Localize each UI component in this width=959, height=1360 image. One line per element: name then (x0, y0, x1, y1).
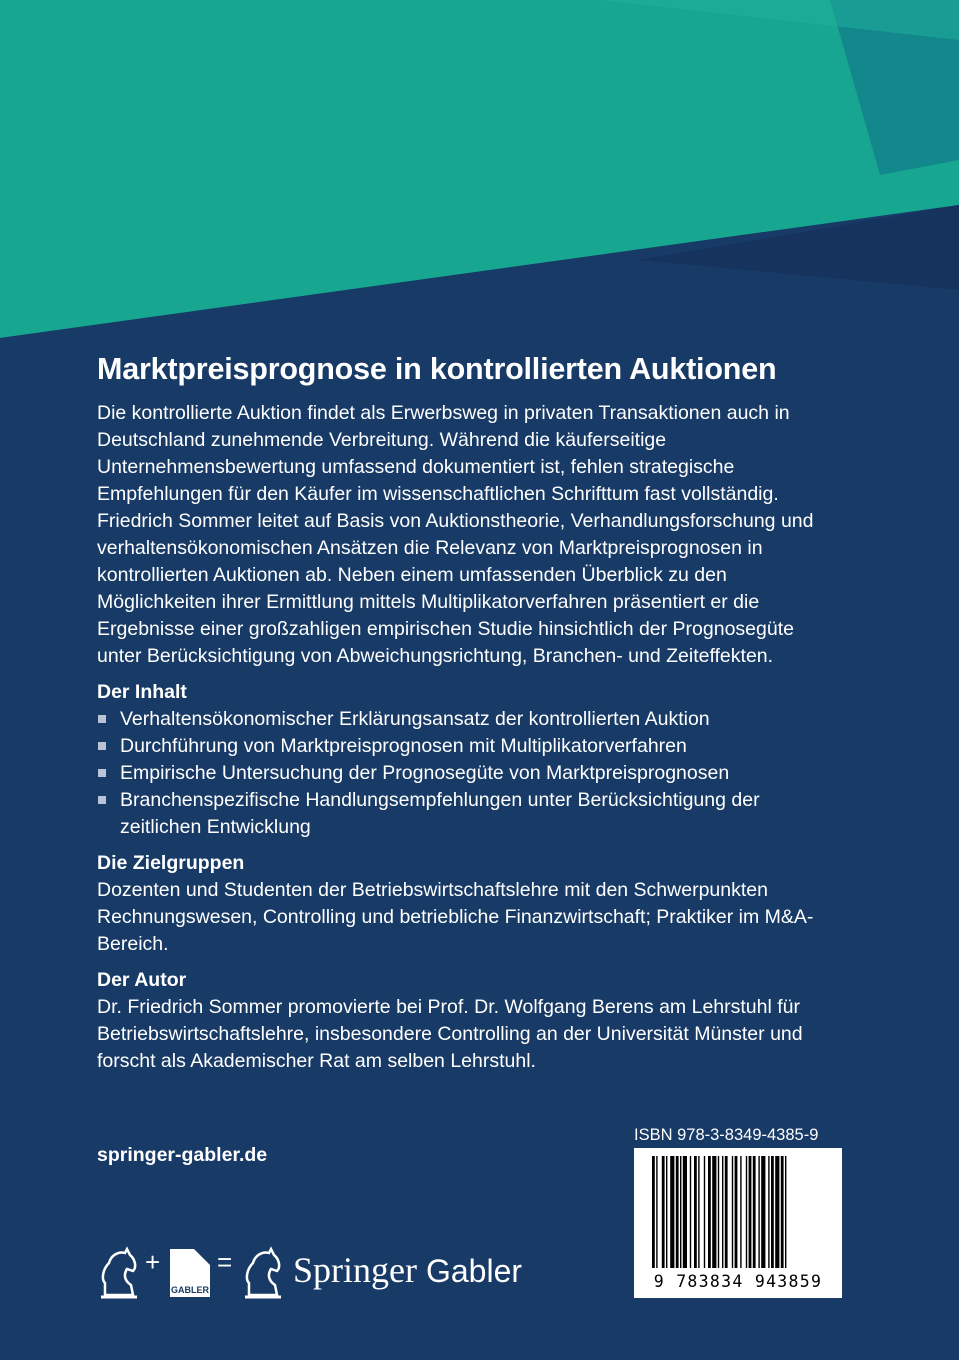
zielgruppen-heading: Die Zielgruppen (97, 852, 245, 874)
barcode-bar (775, 1156, 779, 1268)
barcode-bar (725, 1156, 728, 1268)
barcode-bar (761, 1156, 765, 1268)
barcode-bar (781, 1156, 784, 1268)
barcode-bar (735, 1156, 738, 1268)
book-title: Marktpreisprognose in kontrollierten Auktionen (97, 352, 777, 386)
barcode-bar (652, 1156, 655, 1268)
equals-sign: = (217, 1247, 233, 1277)
zielgruppen-text: Dozenten und Studenten der Betriebswirtschaftslehre mit den Schwerpunkten Rechnungswesen, Controlling und betriebliche Finanzwirtschaft; Praktiker im M&A-Bereich. (97, 879, 814, 955)
barcode-bar (722, 1156, 723, 1268)
barcode-bar (771, 1156, 774, 1268)
intro-paragraph: Die kontrollierte Auktion findet als Erwerbsweg in privaten Transaktionen auch in Deutschland zunehmende Verbreitung. Während die käuferseitige Unternehmensbewertung umfassend dokumentiert ist, fehlen strategische Empfehlungen für den Käufer im wissenschaftlichen Schrifttum fast vollständig. Friedrich Sommer leitet auf Basis von Auktionstheorie, Verhandlungsforschung und verhaltensökonomischen Ansätzen die Relevanz von Marktpreisprognosen in kontrollierten Auktionen ab. Neben einem umfassenden Überblick zu den Möglichkeiten ihrer Ermittlung mittels Multiplikatorverfahren präsentiert er die Ergebnisse einer großzahligen empirischen Studie hinsichtlich der Prognosegüte unter Berücksichtigung von Abweichungsrichtung, Branchen- und Zeiteffekten. (97, 402, 814, 667)
list-item: Branchenspezifische Handlungsempfehlungen unter Berücksichtigung der zeitlichen Entwicklung (97, 787, 837, 841)
barcode-bar (680, 1156, 681, 1268)
autor-text: Dr. Friedrich Sommer promovierte bei Prof. Dr. Wolfgang Berens am Lehrstuhl für Betriebswirtschaftslehre, insbesondere Controlling an der Universität Münster und forscht als Akademischer Rat am selben Lehrstuhl. (97, 996, 803, 1072)
barcode-bars (634, 1148, 842, 1272)
bullet-square-icon (98, 796, 106, 804)
barcode-bar (746, 1156, 747, 1268)
barcode-bar (683, 1156, 687, 1268)
springer-horse-icon (241, 1245, 285, 1301)
barcode-bar (698, 1156, 699, 1268)
gabler-corner-icon (170, 1249, 210, 1271)
barcode-digits: 9 783834 943859 (653, 1272, 823, 1291)
gabler-logo (170, 1249, 210, 1297)
springer-gabler-wordmark (293, 1249, 522, 1291)
bullet-square-icon (98, 769, 106, 777)
barcode-bar (768, 1156, 769, 1268)
springer-word: Springer (293, 1250, 417, 1290)
barcode (634, 1148, 842, 1298)
list-item: Verhaltensökonomischer Erklärungsansatz der kontrollierten Auktion (97, 706, 837, 733)
barcode-bar (712, 1156, 716, 1268)
barcode-bar (662, 1156, 665, 1268)
gabler-word: Gabler (425, 1253, 523, 1289)
inhalt-heading: Der Inhalt (97, 681, 187, 703)
barcode-bar (740, 1156, 741, 1268)
bullet-square-icon (98, 715, 106, 723)
barcode-bar (753, 1156, 756, 1268)
barcode-bar (718, 1156, 719, 1268)
barcode-bar (666, 1156, 667, 1268)
plus-sign: + (145, 1247, 161, 1277)
barcode-bar (656, 1156, 657, 1268)
publisher-url[interactable]: springer-gabler.de (97, 1144, 268, 1166)
list-item: Durchführung von Marktpreisprognosen mit Multiplikatorverfahren (97, 733, 837, 760)
list-item: Empirische Untersuchung der Prognosegüte von Marktpreisprognosen (97, 760, 837, 787)
inhalt-list (97, 706, 837, 841)
barcode-bar (785, 1156, 786, 1268)
gabler-logo-text: GABLER (171, 1285, 209, 1295)
publisher-logos (97, 1245, 537, 1305)
barcode-bar (708, 1156, 711, 1268)
barcode-bar (704, 1156, 705, 1268)
barcode-bar (749, 1156, 752, 1268)
barcode-bar (694, 1156, 697, 1268)
barcode-bar (676, 1156, 679, 1268)
barcode-bar (758, 1156, 759, 1268)
barcode-bar (690, 1156, 691, 1268)
back-cover-text (97, 400, 837, 1075)
autor-heading: Der Autor (97, 969, 187, 991)
bullet-square-icon (98, 742, 106, 750)
springer-horse-icon (97, 1245, 141, 1301)
isbn: ISBN 978-3-8349-4385-9 (634, 1126, 819, 1144)
barcode-bar (670, 1156, 674, 1268)
barcode-bar (732, 1156, 733, 1268)
